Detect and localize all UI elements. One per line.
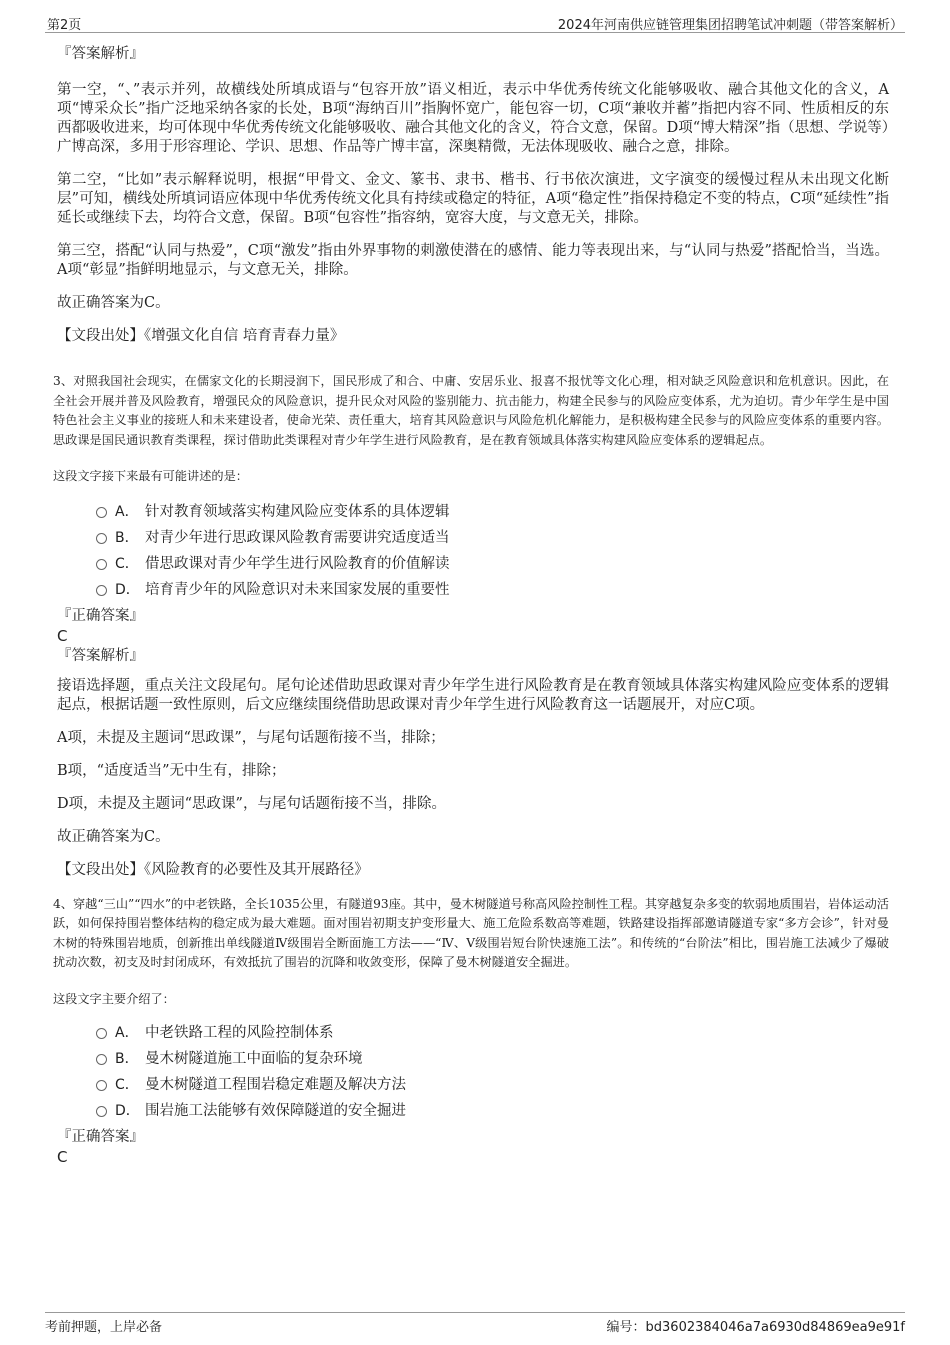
q3-question: 这段文字接下来最有可能讲述的是： xyxy=(53,469,248,483)
q3-analysis-para-1: 接语选择题，重点关注文段尾句。尾句论述借助思政课对青少年学生进行风险教育是在教育领域具体落实构建风险应变体系的逻辑起点，根据话题一致性原则，后文应继续围绕借助思政课对青少年学生进行风险教育这一话题展开，对应C项。 xyxy=(57,677,889,713)
q3-analysis-para-4: D项，未提及主题词“思政课”，与尾句话题衔接不当，排除。 xyxy=(57,795,446,812)
q3-option-a[interactable]: A． 针对教育领域落实构建风险应变体系的具体逻辑 xyxy=(57,499,889,525)
radio-button[interactable] xyxy=(96,559,107,570)
q4-answer-label: 『正确答案』 xyxy=(57,1129,144,1145)
document-serial: 编号：bd3602384046a7a6930d84869ea9e91f xyxy=(606,1320,905,1335)
page-content xyxy=(53,44,889,1167)
document-title: 2024年河南供应链管理集团招聘笔试冲刺题（带答案解析） xyxy=(557,18,903,33)
q3-option-c[interactable]: C． 借思政课对青少年学生进行风险教育的价值解读 xyxy=(57,551,889,577)
q3-option-b[interactable]: B． 对青少年进行思政课风险教育需要讲究适度适当 xyxy=(57,525,889,551)
q2-analysis-label: 『答案解析』 xyxy=(57,46,144,62)
radio-button[interactable] xyxy=(96,1080,107,1091)
radio-button[interactable] xyxy=(96,507,107,518)
radio-button[interactable] xyxy=(96,1054,107,1065)
radio-button[interactable] xyxy=(96,1028,107,1039)
q3-answer-label: 『正确答案』 xyxy=(57,607,144,624)
radio-button[interactable] xyxy=(96,1106,107,1117)
q3-option-d[interactable]: D． 培育青少年的风险意识对未来国家发展的重要性 xyxy=(57,577,889,603)
q3-source: 【文段出处】《风险教育的必要性及其开展路径》 xyxy=(57,861,369,878)
q4-question: 这段文字主要介绍了： xyxy=(53,991,175,1006)
q2-analysis-para-1: 第一空，“、”表示并列，故横线处所填成语与“包容开放”语义相近，表示中华优秀传统文化能够吸收、融合其他文化的含义，A项“博采众长”指广泛地采纳各家的长处，B项“海纳百川”指胸怀宽广，能包容一切，C项“兼收并蓄”指把内容不同、性质相反的东西都吸收进来，均可体现中华优秀传统文化能够吸收、融合其他文化的含义，符合文意，保留。D项“博大精深”指（思想、学说等）广博高深，多用于形容理论、学识、思想、作品等广博丰富，深奥精微，无法体现吸收、融合之意，排除。 xyxy=(57,82,889,155)
q4-answer: C xyxy=(57,1148,68,1166)
page-number: 第2页 xyxy=(47,18,82,33)
q3-final-answer: 故正确答案为C。 xyxy=(57,828,170,845)
q3-analysis-para-2: A项，未提及主题词“思政课”，与尾句话题衔接不当，排除； xyxy=(57,729,445,746)
q4-option-c[interactable]: C． 曼木树隧道工程围岩稳定难题及解决方法 xyxy=(57,1072,889,1098)
q3-answer: C xyxy=(57,626,68,645)
q2-final-answer: 故正确答案为C。 xyxy=(57,295,170,311)
q4-stem: 4、穿越“三山”“四水”的中老铁路，全长1035公里，有隧道93座。其中，曼木树隧道号称高风险控制性工程。其穿越复杂多变的软弱地质围岩，岩体运动活跃，如何保持围岩整体结构的稳定成为最大难题。面对围岩初期支护变形量大、施工危险系数高等难题，铁路建设指挥部邀请隧道专家“多方会诊”，针对曼木树的特殊围岩地质，创新推出单线隧道Ⅳ级围岩全断面施工方法——“Ⅳ、Ⅴ级围岩短台阶快速施工法”。和传统的“台阶法”相比，围岩施工法减少了爆破扰动次数，初支及时封闭成环，有效抵抗了围岩的沉降和收敛变形，保障了曼木树隧道安全掘进。 xyxy=(53,896,889,969)
radio-button[interactable] xyxy=(96,585,107,596)
radio-button[interactable] xyxy=(96,533,107,544)
page-header xyxy=(45,12,905,33)
q4-option-d[interactable]: D． 围岩施工法能够有效保障隧道的安全掘进 xyxy=(57,1098,889,1124)
q4-option-b[interactable]: B． 曼木树隧道施工中面临的复杂环境 xyxy=(57,1046,889,1072)
q3-options xyxy=(57,499,889,603)
q2-analysis-para-2: 第二空，“比如”表示解释说明，根据“甲骨文、金文、篆书、隶书、楷书、行书依次演进，文字演变的缓慢过程从未出现文化断层”可知，横线处所填词语应体现中华优秀传统文化具有持续或稳定的特征，A项“稳定性”指保持稳定不变的特点，C项“延续性”指延长或继续下去，均符合文意，保留。B项“包容性”指容纳，宽容大度，与文意无关，排除。 xyxy=(57,172,889,226)
q3-analysis-para-3: B项，“适度适当”无中生有，排除； xyxy=(57,762,286,779)
q2-analysis-para-3: 第三空，搭配“认同与热爱”，C项“激发”指由外界事物的刺激使潜在的感情、能力等表现出来，与“认同与热爱”搭配恰当，当选。A项“彰显”指鲜明地显示，与文意无关，排除。 xyxy=(57,243,889,278)
q4-options xyxy=(57,1020,889,1124)
page-footer xyxy=(45,1312,905,1335)
footer-slogan: 考前押题，上岸必备 xyxy=(45,1320,163,1335)
q3-stem: 3、对照我国社会现实，在儒家文化的长期浸润下，国民形成了和合、中庸、安居乐业、报喜不报忧等文化心理，相对缺乏风险意识和危机意识。因此，在全社会开展并普及风险教育，增强民众的风险意识，提升民众对风险的鉴别能力、抗击能力，构建全民参与的风险应变体系，尤为迫切。青少年学生是中国特色社会主义事业的接班人和未来建设者，使命光荣、责任重大，培育其风险意识与风险危机化解能力，是积极构建全民参与的风险应变体系的重要内容。思政课是国民通识教育类课程，探讨借助此类课程对青少年学生进行风险教育，是在教育领域具体落实构建风险应变体系的逻辑起点。 xyxy=(53,374,889,447)
q2-source: 【文段出处】《增强文化自信 培育青春力量》 xyxy=(57,328,345,344)
q4-option-a[interactable]: A． 中老铁路工程的风险控制体系 xyxy=(57,1020,889,1046)
q3-analysis-label: 『答案解析』 xyxy=(57,647,144,664)
